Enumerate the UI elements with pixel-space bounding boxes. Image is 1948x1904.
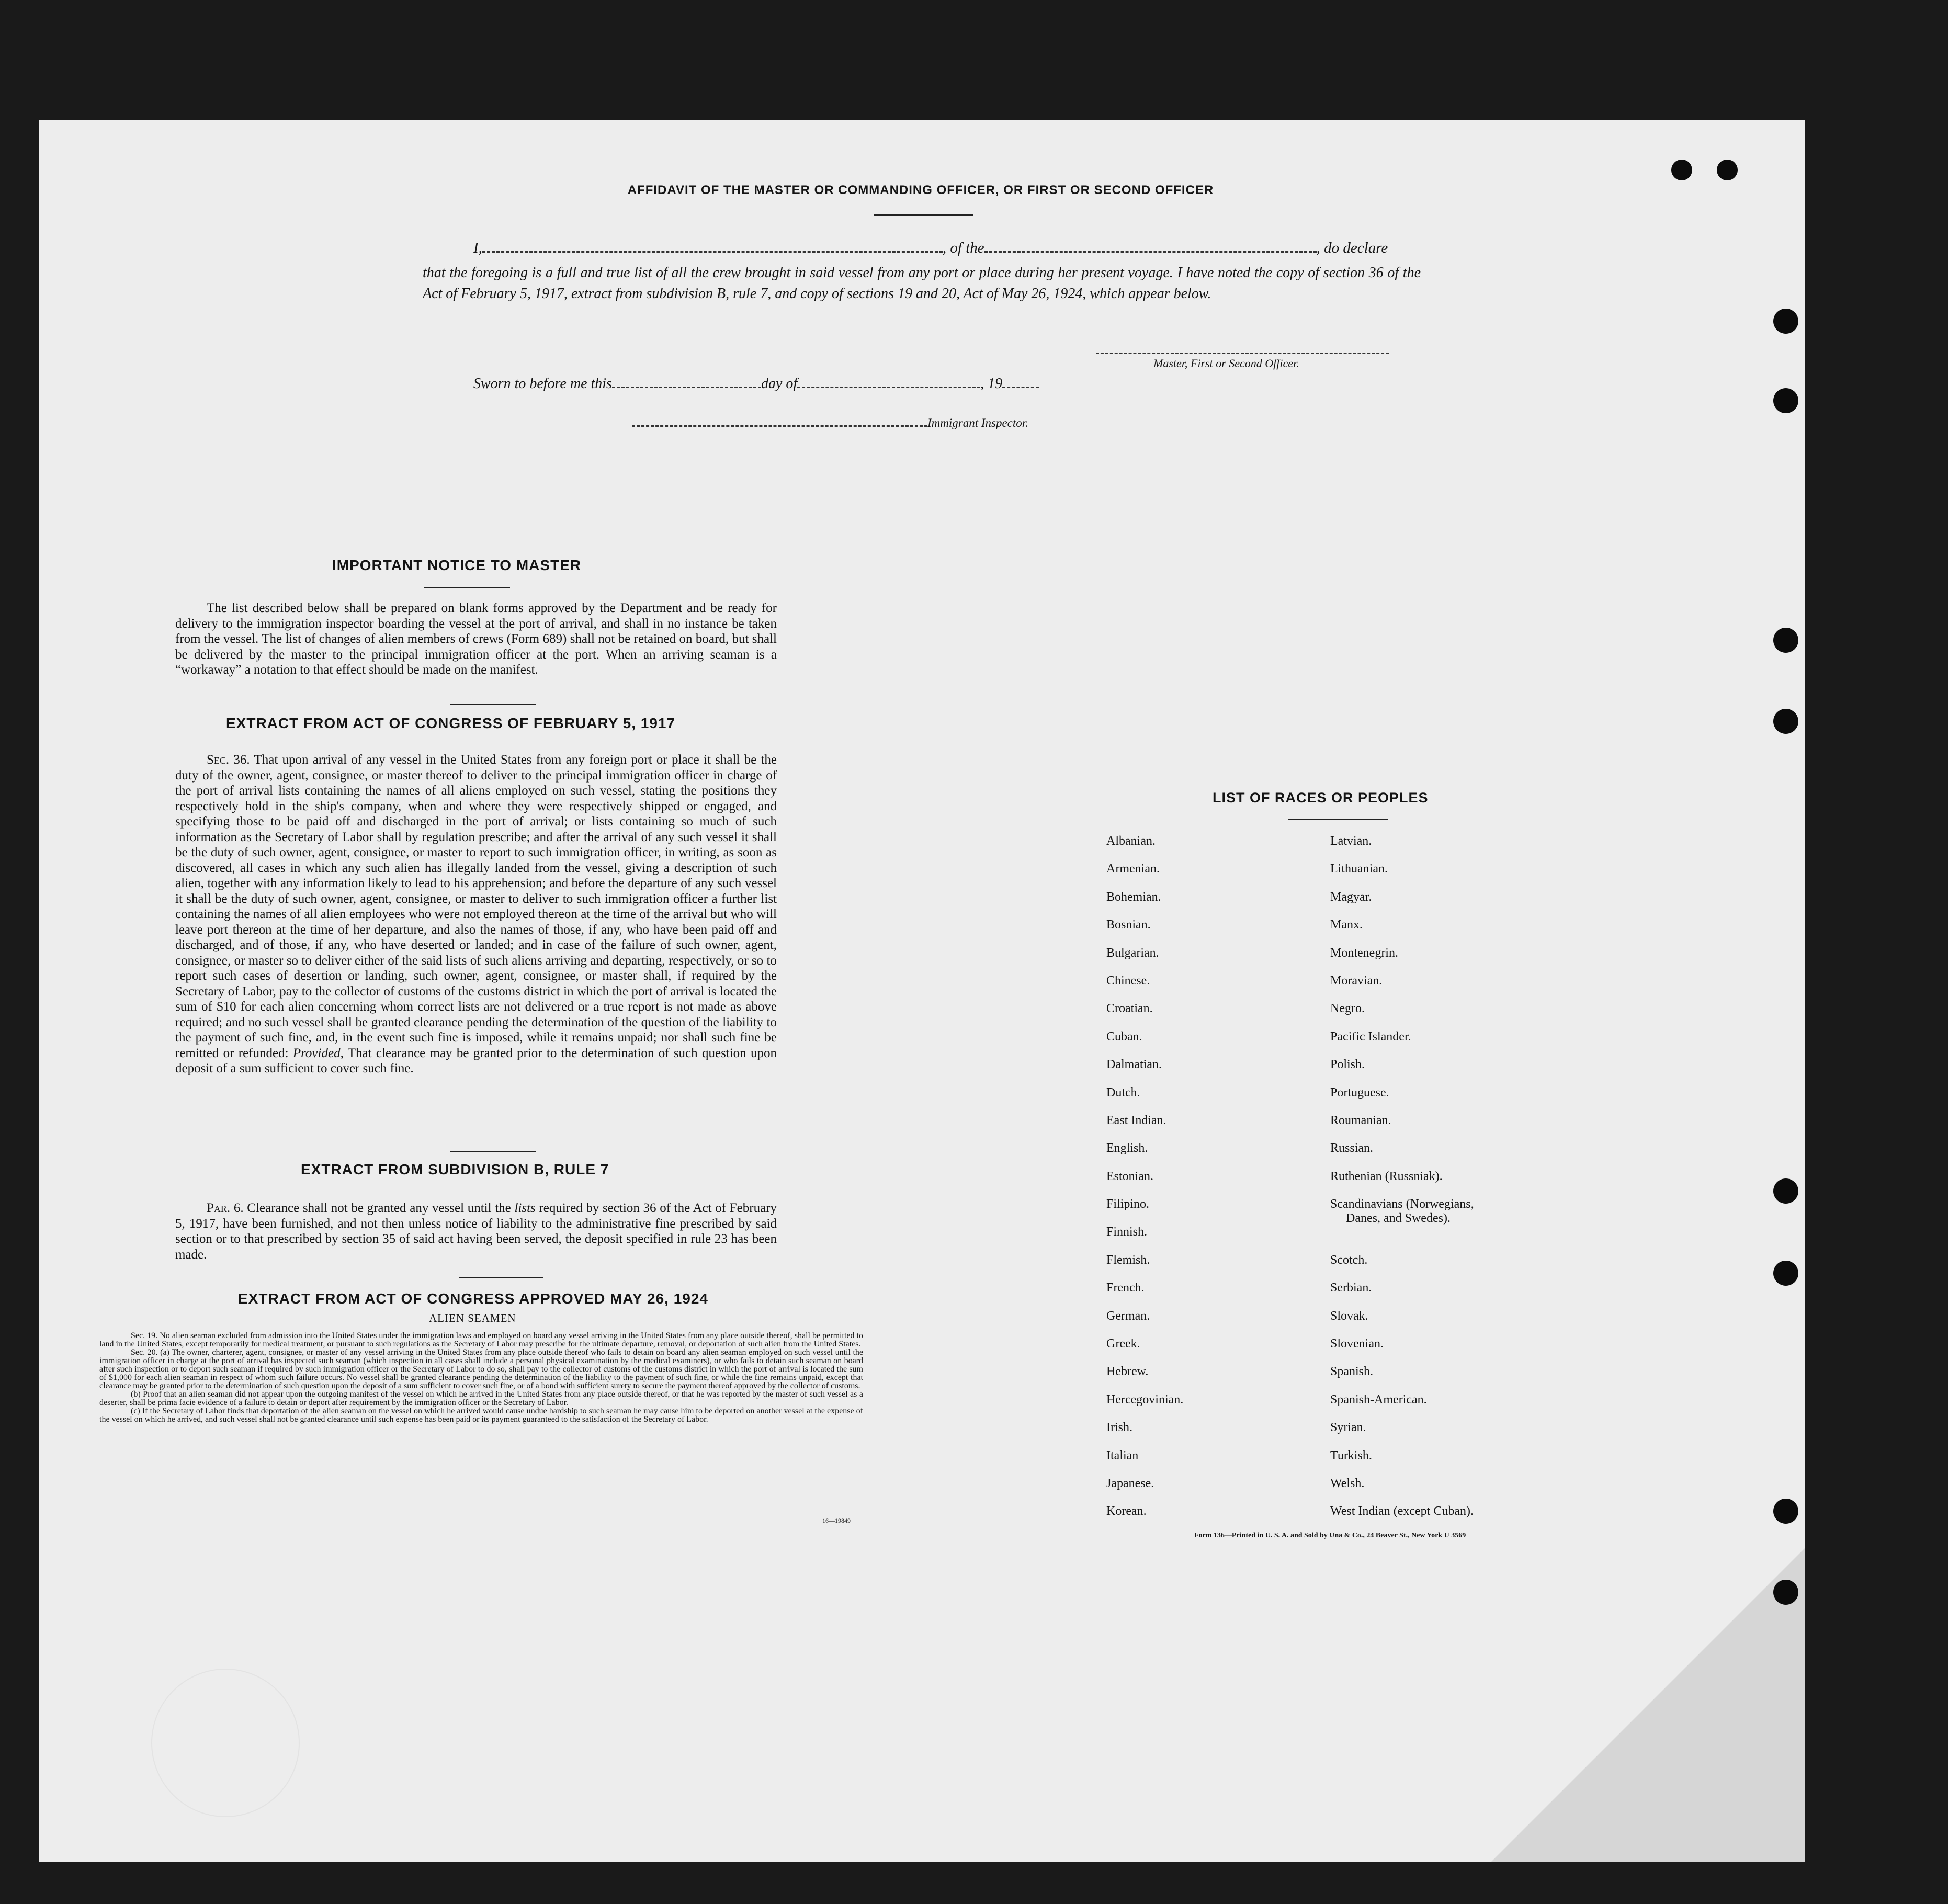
race-item: Korean. (1106, 1504, 1147, 1518)
proviso-text: That clearance may be granted prior to the determination of such question upon deposit of a sum sufficient to cover such fine. (175, 1046, 777, 1075)
lists-word: lists (514, 1201, 536, 1215)
races-title: LIST OF RACES OR PEOPLES (1213, 790, 1429, 806)
notice-text: The list described below shall be prepared on blank forms approved by the Department and be ready for delivery to the immigration inspector boarding the vessel at the port of arrival, and shall in no instance be taken from the vessel. The list of changes of alien members of crews (Form 689) shall not be retained on board, but shall be delivered by the master to the principal immigration officer at the port. When an arriving seaman is a “workaway” a notation to that effect should be made on the manifest. (175, 601, 777, 677)
sec-19-label: Sec. 19. (131, 1331, 158, 1340)
race-item: Estonian. (1106, 1169, 1153, 1183)
race-item: Scotch. (1330, 1253, 1368, 1267)
race-item: Italian (1106, 1448, 1139, 1463)
race-item: Japanese. (1106, 1476, 1154, 1490)
divider (450, 1151, 536, 1152)
race-item: Croatian. (1106, 1002, 1153, 1016)
divider (874, 214, 973, 216)
race-item: Armenian. (1106, 862, 1160, 876)
vessel-blank[interactable] (984, 251, 1317, 253)
race-item: Chinese. (1106, 973, 1150, 988)
section-36-label: Sec. 36. (207, 753, 250, 767)
divider (459, 1277, 543, 1278)
embossed-seal (151, 1669, 300, 1817)
race-item: Bulgarian. (1106, 946, 1159, 960)
extract-1917-text (175, 752, 777, 1076)
race-item: Turkish. (1330, 1448, 1372, 1463)
print-code: 16—19849 (822, 1517, 851, 1524)
divider (1288, 819, 1388, 820)
declare-end: , do declare (1316, 240, 1388, 256)
inspector-signature-blank[interactable] (632, 425, 927, 427)
races-left-column (1106, 834, 1305, 1533)
alien-seamen-subtitle: ALIEN SEAMEN (429, 1312, 516, 1324)
sec-20a-text: (a) The owner, charterer, agent, consignee, or master of any vessel arriving in the United States from any place outside thereof who fails to detain on board any alien seaman employed on such vessel until the immigration officer in charge at the port of arrival has inspected such seaman (which inspection in all cases shall include a personal physical examination by the medical examiners), or who fails to detain such seaman on board after such inspection or to deport such seaman if required by such immigration officer or the Secretary of Labor to do so, shall pay to the collector of customs of the customs district in which the port of arrival is located the sum of $1,000 for each alien seaman in respect of whom such failure occurs. No vessel shall be granted clearance pending the determination of the liability to the payment of such fine, or while the fine remains unpaid, except that clearance may be granted prior to the determination of such question upon the deposit of a sum sufficient to cover such fine, or of a bond with sufficient surety to secure the payment thereof approved by the collector of customs. (99, 1348, 864, 1390)
form-imprint: Form 136—Printed in U. S. A. and Sold by Una & Co., 24 Beaver St., New York U 3569 (1194, 1532, 1466, 1539)
year-prefix: , 19 (980, 376, 1003, 392)
race-item: Welsh. (1330, 1476, 1365, 1490)
proviso-label: Provided, (292, 1046, 344, 1060)
rule-7-text-a: Clearance shall not be granted any vessel until the (247, 1201, 511, 1215)
sworn-day-blank[interactable] (612, 386, 761, 388)
extract-1917-title: EXTRACT FROM ACT OF CONGRESS OF FEBRUARY 5, 1917 (226, 715, 676, 731)
binder-hole-icon (1773, 388, 1798, 413)
race-item: Serbian. (1330, 1281, 1372, 1295)
sworn-year-blank[interactable] (1002, 386, 1039, 388)
race-item: Hercegovinian. (1106, 1392, 1184, 1407)
race-item: Russian. (1330, 1141, 1374, 1155)
race-item: Negro. (1330, 1002, 1365, 1016)
race-item: Ruthenian (Russniak). (1330, 1169, 1443, 1183)
races-right-column (1330, 834, 1613, 1533)
race-item: Portuguese. (1330, 1085, 1389, 1100)
race-item: Cuban. (1106, 1029, 1142, 1044)
extract-1924-title: EXTRACT FROM ACT OF CONGRESS APPROVED MAY 26, 1924 (238, 1290, 708, 1307)
inspector-line (632, 416, 1028, 430)
sec-20b-text: (b) Proof that an alien seaman did not appear upon the outgoing manifest of the vessel on which he arrived in the United States from any place outside thereof, or that he was reported by the master of such vessel as a deserter, shall be prima facie evidence of a failure to detain or deport after requirement by the immigration officer or the Secretary of Labor. (99, 1390, 863, 1407)
race-item: Pacific Islander. (1330, 1029, 1411, 1044)
race-item: Polish. (1330, 1058, 1365, 1072)
race-item: Bohemian. (1106, 890, 1161, 904)
affidavit-title: AFFIDAVIT OF THE MASTER OR COMMANDING OFFICER, OR FIRST OR SECOND OFFICER (627, 183, 1214, 197)
race-item: Roumanian. (1330, 1113, 1391, 1127)
race-item: Spanish-American. (1330, 1392, 1427, 1407)
binder-hole-icon (1773, 1261, 1798, 1286)
binder-hole-icon (1773, 1178, 1798, 1204)
affidavit-statement: that the foregoing is a full and true list of all the crew brought in said vessel from any port or place during her present voyage. I have noted the copy of section 36 of the Act of February 5, 1917, extract from subdivision B, rule 7, and copy of sections 19 and 20, Act of May 26, 1924, which appear below. (423, 265, 1421, 302)
sworn-line (473, 376, 1039, 392)
binder-hole-icon (1717, 160, 1738, 180)
race-item: Greek. (1106, 1337, 1140, 1351)
binder-hole-icon (1773, 1580, 1798, 1605)
race-item: Slovenian. (1330, 1337, 1384, 1351)
day-of-label: day of (761, 376, 798, 392)
section-36-body: That upon arrival of any vessel in the United States from any foreign port or place it shall be the duty of the owner, agent, consignee, or master thereof to deliver to the principal immigration officer in charge of the port of arrival lists containing the names of all aliens employed on such vessel, stating the positions they respectively hold in the ship's company, when and where they were respectively shipped or engaged, and specifying those to be paid off and discharged in the port of arrival; or lists containing so much of such information as the Secretary of Labor shall by regulation prescribe; and after the arrival of any such vessel it shall be the duty of such owner, agent, consignee, or master to report to such immigration officer, in writing, as soon as discovered, all cases in which any such alien has illegally landed from the vessel, giving a description of such alien, together with any information likely to lead to his apprehension; and before the departure of any such vessel it shall be the duty of such owner, agent, consignee, or master to deliver to such immigration officer a further list containing the names of all alien employees who were not employed thereon at the time of the arrival but who will leave port thereon at the time of her departure, and also the names of those, if any, who have been paid off and discharged, and of those, if any, who have deserted or landed; and in case of the failure of such owner, agent, consignee, or master so to deliver either of the said lists of such aliens arriving and departing, respectively, or so to report such cases of desertion or landing, such owner, agent, consignee, or master shall, if required by the Secretary of Labor, pay to the collector of customs of the customs district in which the port of arrival is located the sum of $10 for each alien concerning whom correct lists are not delivered or a true report is not made as above required; and no such vessel shall be granted clearance pending the determination of the question of the liability to the payment of such fine, and, in the event such fine is imposed, while it remains unpaid; nor shall such fine be remitted or refunded: (175, 753, 777, 1060)
sworn-label: Sworn to before me this (473, 376, 612, 392)
race-item: Bosnian. (1106, 918, 1151, 932)
divider (450, 704, 536, 705)
race-item: English. (1106, 1141, 1148, 1155)
binder-hole-icon (1671, 160, 1692, 180)
race-item: Dutch. (1106, 1085, 1140, 1100)
race-item: Syrian. (1330, 1421, 1366, 1435)
race-item: Latvian. (1330, 834, 1372, 848)
declaration-line (473, 240, 1420, 257)
race-item: German. (1106, 1309, 1150, 1323)
race-item: West Indian (except Cuban). (1330, 1504, 1474, 1518)
rule-7-text-b: required by section 36 of the Act of February 5, 1917, have been furnished, and not then unless notice of liability to the administrative fine prescribed by said section or to that prescribed by section 35 of said act having been served, the deposit specified in rule 23 has been made. (175, 1201, 777, 1262)
binder-hole-icon (1773, 1499, 1798, 1524)
race-item: Dalmatian. (1106, 1058, 1162, 1072)
binder-hole-icon (1773, 709, 1798, 734)
race-item: Spanish. (1330, 1365, 1374, 1379)
race-item: Hebrew. (1106, 1365, 1149, 1379)
race-item: Albanian. (1106, 834, 1156, 848)
rule-7-title: EXTRACT FROM SUBDIVISION B, RULE 7 (301, 1161, 609, 1177)
notice-title: IMPORTANT NOTICE TO MASTER (332, 557, 582, 573)
binder-hole-icon (1773, 628, 1798, 653)
name-blank[interactable] (482, 251, 943, 253)
race-item: Slovak. (1330, 1309, 1368, 1323)
race-item: Manx. (1330, 918, 1363, 932)
binder-hole-icon (1773, 309, 1798, 334)
race-item: Moravian. (1330, 973, 1383, 988)
race-item: East Indian. (1106, 1113, 1166, 1127)
race-item: Montenegrin. (1330, 946, 1398, 960)
race-item: Magyar. (1330, 890, 1372, 904)
par-6-label: Par. 6. (207, 1201, 244, 1215)
race-item: Finnish. (1106, 1225, 1148, 1239)
sec-20c-text: (c) If the Secretary of Labor finds that deportation of the alien seaman on the vessel on which he arrived would cause undue hardship to such seaman he may cause him to be deported on another vessel at the expense of the vessel on which he arrived, and such vessel shall not be granted clearance until such expense has been paid or its payment guaranteed to the satisfaction of the Secretary of Labor. (99, 1407, 863, 1424)
page-fold-shadow (1491, 1548, 1805, 1862)
sec-20-label: Sec. 20. (131, 1348, 158, 1357)
race-item: Lithuanian. (1330, 862, 1388, 876)
race-item: Scandinavians (Norwegians, (1330, 1197, 1474, 1211)
sec-19-text: No alien seaman excluded from admission into the United States under the immigration laws and employed on board any vessel arriving in the United States from any place outside thereof, shall be permitted to land in the United States, except temporarily for medical treatment, or pursuant to such regulations as the Secretary of Labor may prescribe for the ultimate departure, removal, or deportation of such alien from the United States. (99, 1331, 864, 1348)
declare-i: I, (473, 240, 482, 256)
declare-of-the: , of the (942, 240, 984, 256)
divider (424, 587, 510, 588)
race-item: Filipino. (1106, 1197, 1150, 1211)
race-item: Flemish. (1106, 1253, 1150, 1267)
race-item: Danes, and Swedes). (1346, 1211, 1451, 1225)
rule-7-text (175, 1200, 777, 1262)
signature-blank[interactable] (1096, 352, 1389, 354)
inspector-caption: Immigrant Inspector. (927, 416, 1028, 429)
signature-caption: Master, First or Second Officer. (1153, 357, 1299, 370)
sworn-month-blank[interactable] (797, 386, 980, 388)
extract-1924-text (99, 1332, 863, 1424)
race-item: Irish. (1106, 1421, 1132, 1435)
race-item: French. (1106, 1281, 1145, 1295)
